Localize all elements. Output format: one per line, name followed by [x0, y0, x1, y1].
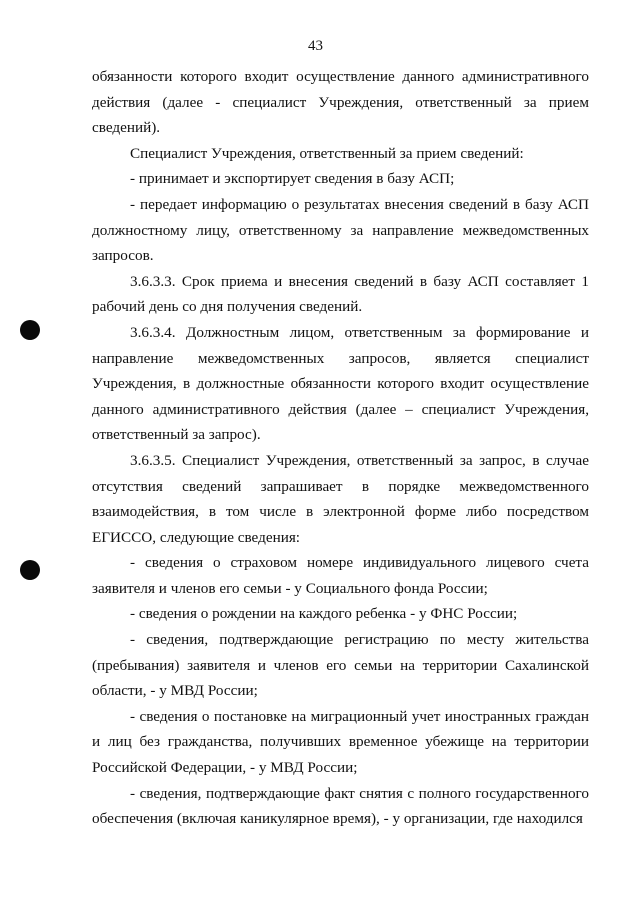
list-item: - сведения о рождении на каждого ребенка - у ФНС России;	[130, 605, 518, 623]
list-item: - передает информацию о результатах внесения сведений в базу АСП должностному лицу, ответственному за направление межведомственных запросов.	[92, 195, 589, 265]
list-item: - сведения о страховом номере индивидуального лицевого счета заявителя и членов его семьи - у Социального фонда России;	[92, 554, 589, 597]
paragraph: 3.6.3.4. Должностным лицом, ответственным за формирование и направление межведомственных запросов, является специалист Учреждения, в должностные обязанности которого входит осуществление данного административного действия (далее – специалист Учреждения, ответственный за запрос).	[92, 323, 589, 444]
list-item: - принимает и экспортирует сведения в базу АСП;	[130, 170, 455, 188]
page-number: 43	[308, 38, 323, 54]
list-item: - сведения о постановке на миграционный учет иностранных граждан и лиц без гражданства, получивших временное убежище на территории Российской Федерации, - у МВД России;	[92, 707, 589, 777]
document-body	[92, 64, 589, 832]
punch-hole-mark	[20, 560, 40, 580]
paragraph: 3.6.3.3. Срок приема и внесения сведений в базу АСП составляет 1 рабочий день со дня получения сведений.	[92, 272, 589, 316]
punch-hole-mark	[20, 320, 40, 340]
paragraph: Специалист Учреждения, ответственный за прием сведений:	[130, 144, 524, 162]
paragraph: 3.6.3.5. Специалист Учреждения, ответственный за запрос, в случае отсутствия сведений запрашивает в порядке межведомственного взаимодействия, в том числе в электронной форме либо посредством ЕГИССО, следующие сведения:	[92, 451, 589, 546]
list-item: - сведения, подтверждающие факт снятия с полного государственного обеспечения (включая каникулярное время), - у организации, где находился	[92, 784, 589, 828]
list-item: - сведения, подтверждающие регистрацию по месту жительства (пребывания) заявителя и членов его семьи на территории Сахалинской области, - у МВД России;	[92, 631, 589, 700]
paragraph: обязанности которого входит осуществление данного административного действия (далее - специалист Учреждения, ответственный за прием сведений).	[92, 68, 589, 137]
